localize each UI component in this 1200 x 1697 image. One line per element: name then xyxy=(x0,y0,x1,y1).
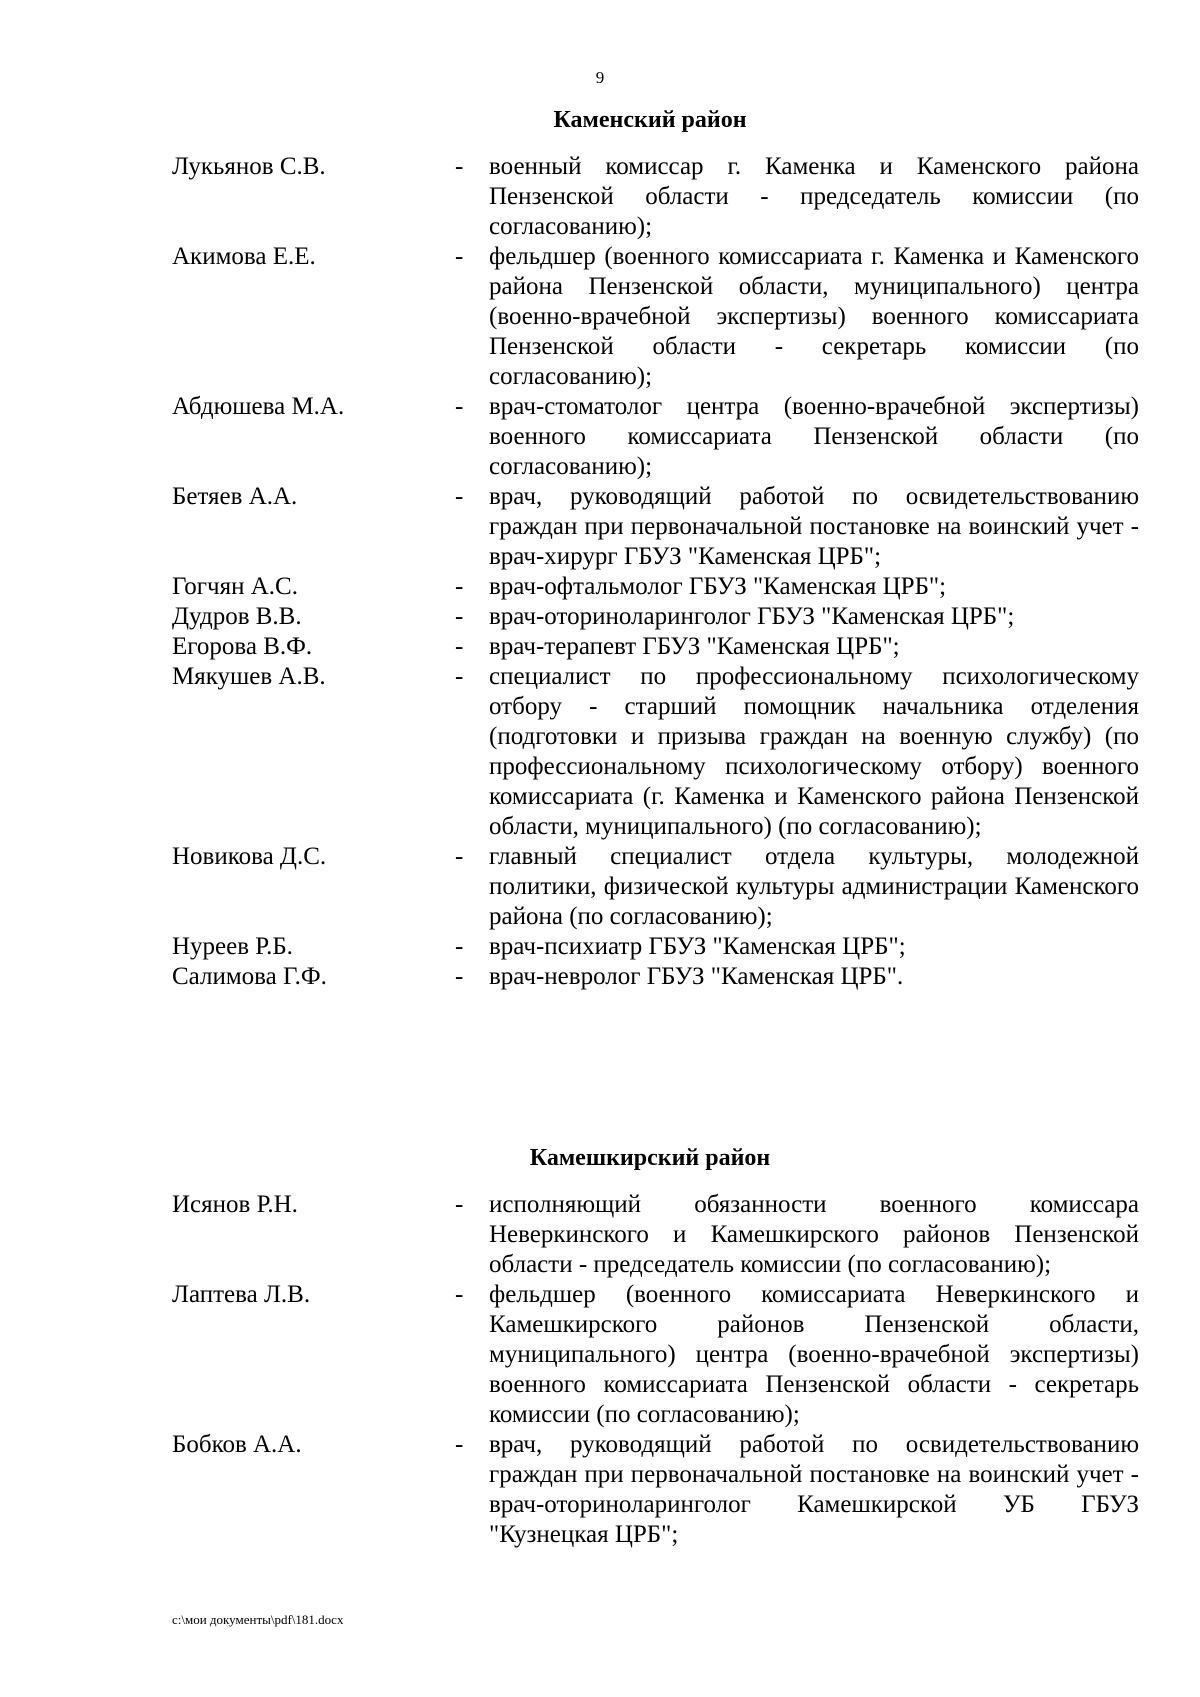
entry-description: врач-офтальмолог ГБУЗ "Каменская ЦРБ"; xyxy=(489,573,947,600)
entry-name: Салимова Г.Ф. xyxy=(172,963,327,990)
entry-dash: - xyxy=(455,1431,464,1458)
entry-row xyxy=(0,392,1200,482)
entry-dash: - xyxy=(455,633,464,660)
entry-description: врач, руководящий работой по освидетельствованию граждан при первоначальной постановке на воинский учет - врач-хирург ГБУЗ "Каменская ЦРБ"; xyxy=(489,483,1139,570)
entry-dash: - xyxy=(455,243,464,270)
entry-name: Мякушев А.В. xyxy=(172,663,326,690)
entry-name: Дудров В.В. xyxy=(172,603,302,630)
entry-row xyxy=(0,572,1200,602)
entry-description: фельдшер (военного комиссариата Неверкинского и Камешкирского районов Пензенской области, муниципального) центра (военно-врачебной экспертизы) военного комиссариата Пензенской области - секретарь комиссии (по согласованию); xyxy=(489,1281,1139,1428)
footer-file-path: c:\мои документы\pdf\181.docx xyxy=(172,1612,344,1627)
entry-dash: - xyxy=(455,933,464,960)
entry-description: специалист по профессиональному психологическому отбору - старший помощник начальника отделения (подготовки и призыва граждан на военную службу) (по профессиональному психологическому отбору) военного комиссариата (г. Каменка и Каменского района Пензенской области, муниципального) (по согласованию); xyxy=(489,663,1139,840)
entry-description: врач-стоматолог центра (военно-врачебной экспертизы) военного комиссариата Пензенской области (по согласованию); xyxy=(489,393,1139,480)
entry-row xyxy=(0,242,1200,392)
section-title: Каменский район xyxy=(553,107,747,133)
entry-dash: - xyxy=(455,1281,464,1308)
entry-dash: - xyxy=(455,153,464,180)
entry-name: Абдюшева М.А. xyxy=(172,393,345,420)
entry-row xyxy=(0,1280,1200,1430)
entry-name: Бетяев А.А. xyxy=(172,483,298,510)
entry-dash: - xyxy=(455,843,464,870)
entry-dash: - xyxy=(455,483,464,510)
entry-description: врач-психиатр ГБУЗ "Каменская ЦРБ"; xyxy=(489,933,906,960)
entry-row xyxy=(0,662,1200,842)
entry-name: Бобков А.А. xyxy=(172,1431,302,1458)
entry-row xyxy=(0,152,1200,242)
entry-name: Гогчян А.С. xyxy=(172,573,298,600)
entry-name: Нуреев Р.Б. xyxy=(172,933,293,960)
entry-description: фельдшер (военного комиссариата г. Каменка и Каменского района Пензенской области, муниципального) центра (военно-врачебной экспертизы) военного комиссариата Пензенской области - секретарь комиссии (по согласованию); xyxy=(489,243,1139,390)
entry-dash: - xyxy=(455,603,464,630)
entry-description: врач-оториноларинголог ГБУЗ "Каменская ЦРБ"; xyxy=(489,603,1015,630)
entry-description: врач-невролог ГБУЗ "Каменская ЦРБ". xyxy=(489,963,904,990)
entry-list xyxy=(0,152,1200,992)
entry-description: исполняющий обязанности военного комиссара Неверкинского и Камешкирского районов Пензенской области - председатель комиссии (по согласованию); xyxy=(489,1191,1139,1278)
entry-list xyxy=(0,1190,1200,1550)
entry-row xyxy=(0,1190,1200,1280)
entry-row xyxy=(0,482,1200,572)
entry-dash: - xyxy=(455,573,464,600)
entry-name: Егорова В.Ф. xyxy=(172,633,313,660)
page-number: 9 xyxy=(595,68,605,87)
entry-dash: - xyxy=(455,1191,464,1218)
entry-row xyxy=(0,932,1200,962)
entry-name: Акимова Е.Е. xyxy=(172,243,316,270)
entry-dash: - xyxy=(455,393,464,420)
entry-name: Лукьянов С.В. xyxy=(172,153,326,180)
entry-name: Новикова Д.С. xyxy=(172,843,327,870)
entry-description: военный комиссар г. Каменка и Каменского района Пензенской области - председатель комиссии (по согласованию); xyxy=(489,153,1139,240)
entry-description: врач-терапевт ГБУЗ "Каменская ЦРБ"; xyxy=(489,633,900,660)
entry-row xyxy=(0,632,1200,662)
entry-name: Исянов Р.Н. xyxy=(172,1191,298,1218)
section-title: Камешкирский район xyxy=(529,1145,771,1171)
entry-row xyxy=(0,602,1200,632)
entry-row xyxy=(0,1430,1200,1550)
section-kameshkirsky xyxy=(0,1142,1200,1550)
entry-description: врач, руководящий работой по освидетельствованию граждан при первоначальной постановке на воинский учет - врач-оториноларинголог Камешкирской УБ ГБУЗ "Кузнецкая ЦРБ"; xyxy=(489,1431,1139,1548)
section-kamensky xyxy=(0,104,1200,992)
entry-row xyxy=(0,962,1200,992)
entry-name: Лаптева Л.В. xyxy=(172,1281,311,1308)
entry-dash: - xyxy=(455,663,464,690)
entry-dash: - xyxy=(455,963,464,990)
entry-description: главный специалист отдела культуры, молодежной политики, физической культуры администрации Каменского района (по согласованию); xyxy=(489,843,1139,930)
entry-row xyxy=(0,842,1200,932)
